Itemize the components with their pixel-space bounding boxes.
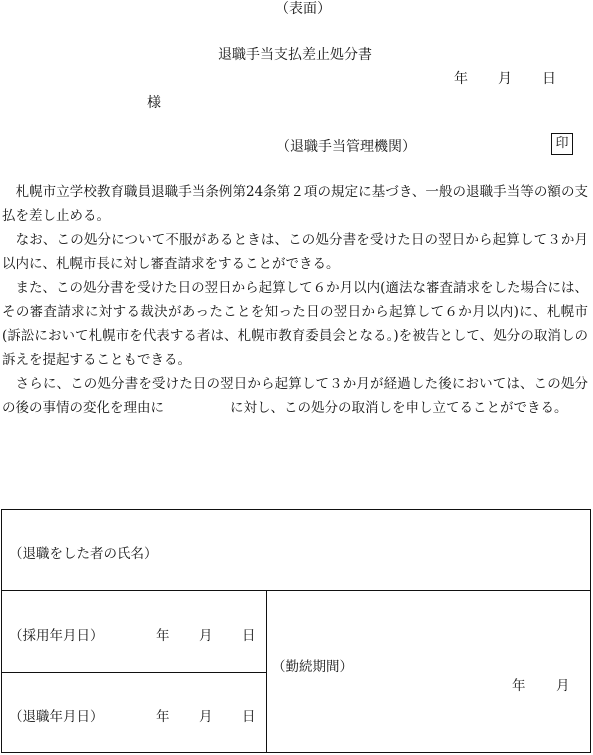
side-label: （表面） [275, 1, 331, 17]
paragraph-text: に対し、この処分の取消しを申し立てることができる。 [230, 400, 568, 416]
paragraph-text: 札幌市立学校教育職員退職手当条例第24条第２項の規定に基づき、一般の退職手当等の額の支払を差し止める。 [2, 184, 589, 224]
document-title: 退職手当支払差止処分書 [218, 47, 372, 63]
date-month: 月 [498, 71, 512, 87]
retire-day: 日 [242, 709, 256, 725]
service-month: 月 [556, 678, 570, 694]
form-divider-vertical [266, 590, 267, 753]
date-year: 年 [454, 71, 468, 87]
retire-month: 月 [199, 709, 213, 725]
hire-year: 年 [156, 628, 170, 644]
form-divider-dates [1, 672, 266, 673]
hire-date-label: （採用年月日） [9, 628, 104, 644]
paragraph-legal-basis [2, 180, 588, 228]
paragraph-appeal [2, 228, 588, 276]
hire-day: 日 [242, 628, 256, 644]
retire-year: 年 [156, 709, 170, 725]
service-year: 年 [512, 678, 526, 694]
name-label: （退職をした者の氏名） [9, 546, 158, 562]
form-divider-name [1, 590, 591, 591]
date-day: 日 [542, 71, 556, 87]
addressee-suffix: 様 [147, 95, 161, 111]
hire-month: 月 [199, 628, 213, 644]
body-text [2, 180, 588, 420]
paragraph-lawsuit [2, 276, 588, 372]
seal-mark: 印 [551, 133, 573, 155]
paragraph-revocation [2, 372, 588, 420]
paragraph-text: さらに、この処分書を受けた日の翌日から起算して３か月が経過した後においては、この処分の後の事情の変化を理由に [2, 376, 589, 416]
paragraph-text: なお、この処分について不服があるときは、この処分書を受けた日の翌日から起算して３か月以内に、札幌市長に対し審査請求をすることができる。 [2, 232, 588, 272]
issuer-label: （退職手当管理機関） [276, 139, 416, 155]
paragraph-text: また、この処分書を受けた日の翌日から起算して６か月以内(適法な審査請求をした場合には、その審査請求に対する裁決があったことを知った日の翌日から起算して６か月以内)に、札幌市(訴訟において札幌市を代表する者は、札幌市教育委員会となる。)を被告として、処分の取消しの訴えを提起することもできる。 [2, 280, 589, 368]
retire-date-label: （退職年月日） [9, 709, 104, 725]
service-period-label: （勤続期間） [272, 659, 353, 675]
